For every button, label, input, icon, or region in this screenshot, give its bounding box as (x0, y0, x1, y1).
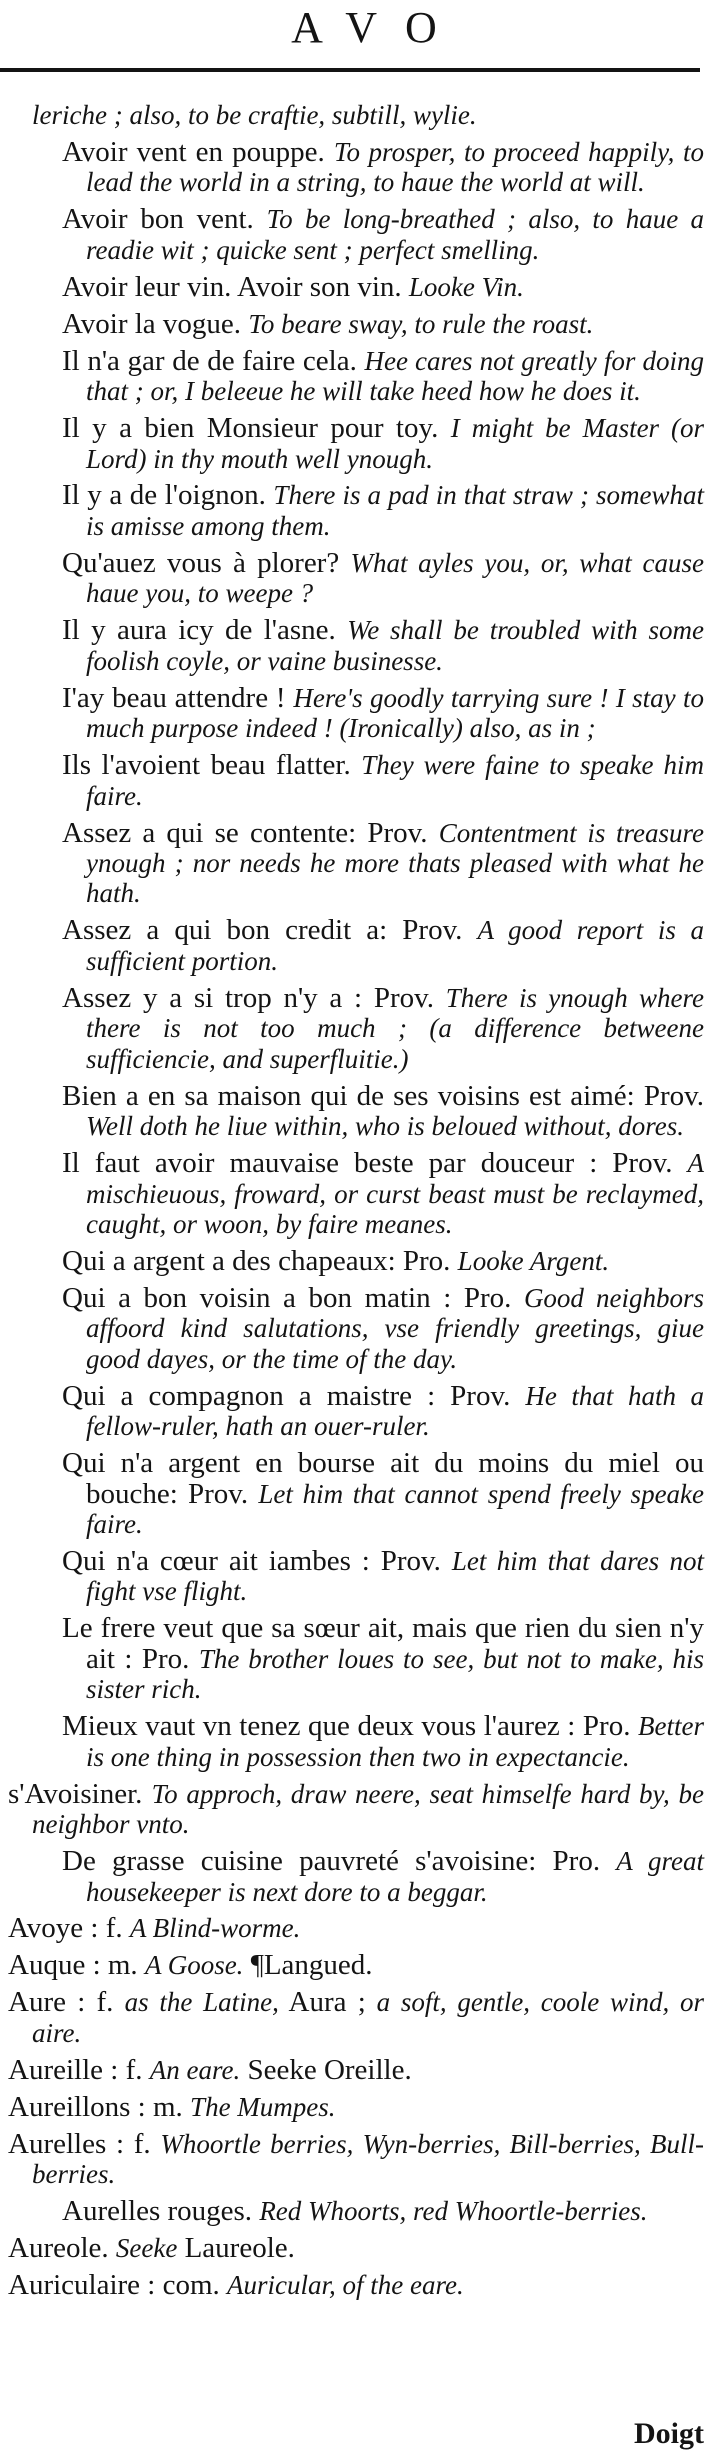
entry-roman-text: Seeke Oreille. (240, 2053, 412, 2086)
entry-headword: Aurelles rouges. (62, 2195, 253, 2228)
entry-headword: Aurelles : f. (8, 2127, 151, 2160)
entry-headword: Il n'a gar de de faire cela. (62, 344, 357, 377)
entry-headword: Avoir leur vin. Avoir son vin. (62, 270, 402, 303)
entry-headword: Aureole. (8, 2232, 109, 2265)
dictionary-entry (8, 2129, 704, 2190)
dictionary-entry (32, 915, 704, 976)
entry-translation: leriche ; also, to be craftie, subtill, wylie. (32, 100, 477, 130)
entry-translation: Looke Argent. (457, 1245, 610, 1276)
dictionary-entry (32, 100, 704, 130)
entry-translation: as the Latine, (124, 1987, 279, 2018)
header-rule (0, 68, 700, 72)
entry-translation: Auricular, of the eare. (227, 2270, 464, 2300)
entry-headword: Le frere veut que sa sœur ait, mais que rien du sien n'y ait : Pro. (62, 1612, 704, 1675)
entry-translation: They were faine to speake him faire. (86, 750, 704, 811)
entry-translation: To be long-breathed ; also, to haue a readie wit ; quicke sent ; perfect smelling. (86, 204, 705, 265)
entry-headword: I'ay beau attendre ! (62, 681, 286, 714)
entry-headword: Qui n'a argent en bourse ait du moins du miel ou bouche: Prov. (62, 1447, 704, 1510)
entry-translation: A mischieuous, froward, or curst beast must be reclaymed, caught, or woon, by faire meanes. (86, 1148, 704, 1239)
page-header: AVO (291, 3, 465, 52)
entry-translation: A Goose. (144, 1950, 244, 1981)
entry-headword: Assez a qui bon credit a: Prov. (62, 914, 463, 947)
entry-translation: Let him that dares not fight vse flight. (86, 1545, 704, 1607)
entry-translation: Looke Vin. (408, 271, 524, 302)
entry-translation: The brother loues to see, but not to make, his sister rich. (86, 1643, 704, 1705)
entry-roman-text: ¶Langued. (243, 1949, 373, 1982)
dictionary-entry (32, 1246, 704, 1276)
dictionary-entry (32, 1081, 704, 1142)
entry-headword: Qui n'a cœur ait iambes : Prov. (62, 1544, 441, 1577)
entry-translation: I might be Master (or Lord) in thy mouth well ynough. (86, 413, 704, 474)
entry-headword: Il y aura icy de l'asne. (62, 614, 336, 647)
entry-headword: Avoir la vogue. (62, 307, 242, 340)
dictionary-entry (32, 309, 704, 339)
dictionary-entry (8, 2092, 704, 2122)
entry-headword: Aureillons : m. (8, 2090, 183, 2123)
entry-headword: Aure : f. (8, 1986, 114, 2019)
dictionary-entry (32, 413, 704, 474)
dictionary-entry (8, 1913, 704, 1943)
entry-translation: Well doth he liue within, who is beloued without, dores. (86, 1111, 684, 1142)
dictionary-entry (32, 346, 704, 407)
dictionary-entry (32, 683, 704, 744)
entry-roman-text: Aura ; (278, 1986, 366, 2019)
entry-headword: Qui a argent a des chapeaux: Pro. (62, 1244, 451, 1277)
dictionary-entry (32, 1846, 704, 1907)
entry-headword: Ils l'avoient beau flatter. (62, 749, 351, 782)
entry-translation: To prosper, to proceed happily, to lead the world in a string, to haue the world at will. (86, 136, 704, 198)
dictionary-entry (32, 1148, 704, 1239)
entry-translation: To approch, draw neere, seat himselfe hard by, be neighbor vnto. (32, 1778, 704, 1840)
entry-translation: Seeke (115, 2233, 178, 2264)
entry-translation: What ayles you, or, what cause haue you, to weepe ? (86, 547, 705, 609)
entry-headword: Assez y a si trop n'y a : Prov. (62, 981, 435, 1014)
entry-headword: Qui a bon voisin a bon matin : Pro. (62, 1281, 512, 1314)
dictionary-entry (32, 1381, 704, 1442)
entry-translation: A great housekeeper is next dore to a beggar. (86, 1846, 705, 1907)
entry-translation: Good neighbors affoord kind salutations, vse friendly greetings, giue good dayes, or the time of the day. (86, 1282, 705, 1374)
dictionary-entry (8, 2270, 704, 2300)
entry-headword: Assez a qui se contente: Prov. (62, 816, 428, 849)
entry-headword: Avoir vent en pouppe. (62, 135, 325, 168)
entry-translation: There is ynough where there is not too much ; (a difference betweene sufficiencie, and superfluitie.) (86, 982, 705, 1074)
entry-translation: A good report is a sufficient portion. (86, 915, 704, 976)
entry-headword: Mieux vaut vn tenez que deux vous l'aurez : Pro. (62, 1710, 631, 1743)
entry-translation: Hee cares not greatly for doing that ; or, I beleeue he will take heed how he does it. (86, 345, 705, 407)
dictionary-entry (32, 137, 704, 198)
dictionary-entry (8, 1987, 704, 2048)
entry-headword: Qui a compagnon a maistre : Prov. (62, 1379, 511, 1412)
entry-translation: Contentment is treasure ynough ; nor needs he more thats pleased with what he hath. (86, 817, 704, 909)
entry-translation: The Mumpes. (190, 2091, 336, 2122)
entry-translation: To beare sway, to rule the roast. (248, 308, 594, 339)
entry-headword: Il y a de l'oignon. (62, 479, 266, 512)
dictionary-entry (32, 1283, 704, 1374)
entries-column (8, 100, 705, 2307)
dictionary-entry (32, 204, 704, 265)
entry-headword: Qu'auez vous à plorer? (62, 546, 340, 579)
dictionary-entry (32, 1711, 704, 1772)
entry-headword: Il faut avoir mauvaise beste par douceur : Prov. (62, 1147, 673, 1180)
entry-headword: Auriculaire : com. (8, 2269, 220, 2301)
dictionary-entry (32, 615, 704, 676)
entry-headword: Aureille : f. (8, 2053, 143, 2086)
entry-translation: There is a pad in that straw ; somewhat is amisse among them. (86, 480, 705, 541)
entry-headword: De grasse cuisine pauvreté s'avoisine: Pro. (62, 1845, 601, 1878)
dictionary-entry (32, 1613, 704, 1704)
dictionary-entry (32, 272, 704, 302)
entry-headword: Bien a en sa maison qui de ses voisins est aimé: Prov. (62, 1079, 704, 1112)
dictionary-entry (8, 1779, 704, 1840)
entry-translation: An eare. (149, 2054, 241, 2085)
entry-translation: Whoortle berries, Wyn-berries, Bill-berries, Bull-berries. (32, 2128, 704, 2190)
entry-translation: Better is one thing in possession then two in expectancie. (86, 1711, 705, 1772)
dictionary-entry (32, 1546, 704, 1607)
entry-headword: s'Avoisiner. (8, 1777, 143, 1810)
catchword: Doigt (634, 2417, 704, 2450)
entry-translation: a soft, gentle, coole wind, or aire. (32, 1987, 705, 2048)
dictionary-entry (32, 750, 704, 811)
entry-headword: Avoye : f. (8, 1912, 123, 1945)
entry-translation: We shall be troubled with some foolish coyle, or vaine businesse. (86, 615, 705, 676)
dictionary-entry (32, 480, 704, 541)
entry-headword: Avoir bon vent. (62, 203, 254, 236)
dictionary-entry (32, 983, 704, 1074)
entry-translation: Red Whoorts, red Whoortle-berries. (259, 2196, 648, 2227)
dictionary-entry (8, 1950, 704, 1980)
dictionary-entry (32, 818, 704, 909)
dictionary-entry (8, 2233, 704, 2263)
entry-headword: Il y a bien Monsieur pour toy. (62, 412, 439, 445)
entry-roman-text: Laureole. (177, 2232, 295, 2265)
entry-translation: A Blind-worme. (129, 1913, 301, 1944)
entry-translation: Let him that cannot spend freely speake faire. (86, 1478, 705, 1540)
entry-headword: Auque : m. (8, 1949, 138, 1982)
entry-translation: He that hath a fellow-ruler, hath an ouer-ruler. (86, 1380, 704, 1442)
dictionary-entry (32, 2196, 704, 2226)
dictionary-entry (32, 1448, 704, 1539)
dictionary-entry (32, 548, 704, 609)
entry-translation: Here's goodly tarrying sure ! I stay to much purpose indeed ! (Ironically) also, as in ; (86, 682, 704, 744)
dictionary-entry (8, 2055, 704, 2085)
